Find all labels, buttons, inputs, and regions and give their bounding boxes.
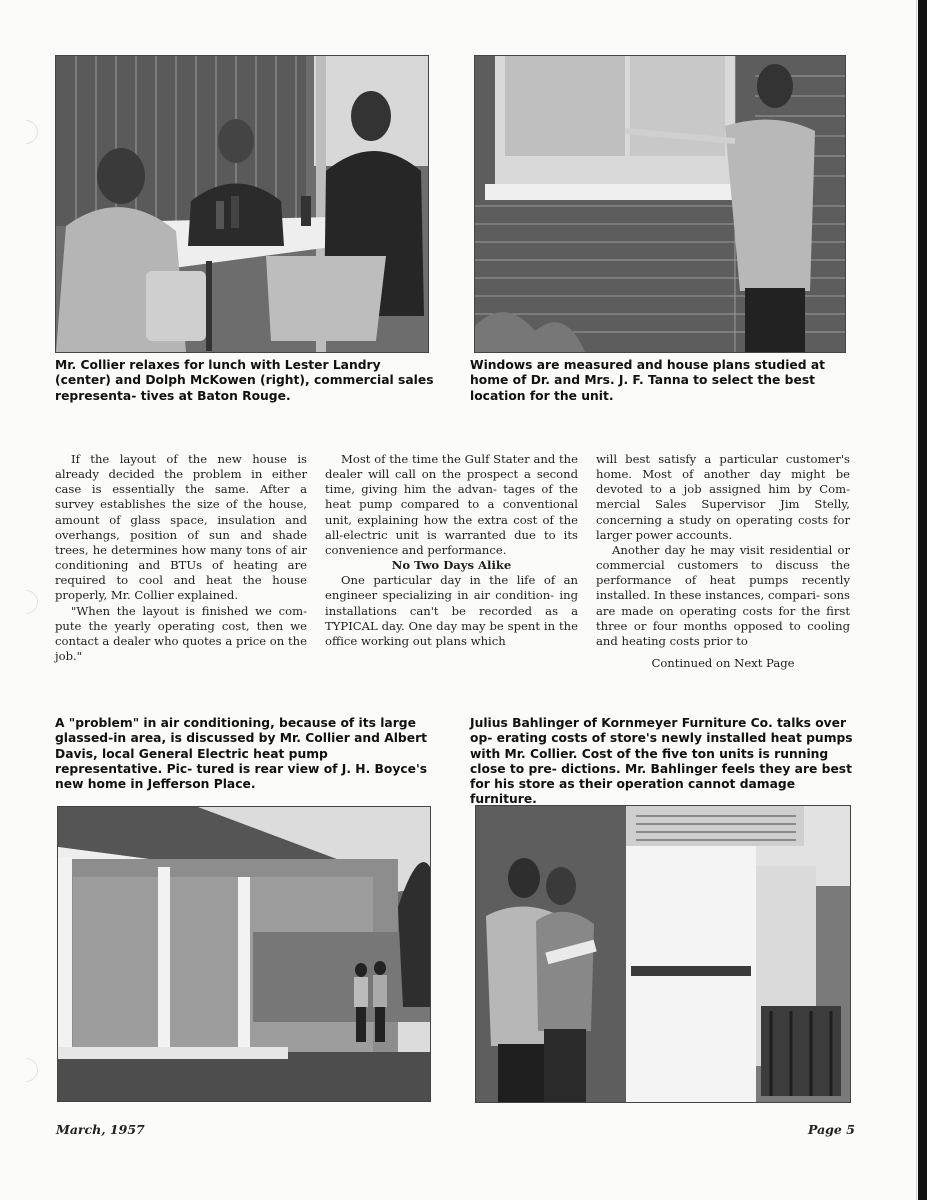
photo-lunch — [55, 55, 429, 353]
photo-store-heat-pump — [475, 805, 851, 1103]
article-column-3 — [596, 452, 850, 671]
article-column-2 — [325, 452, 578, 649]
article-paragraph: will best satisfy a particular customer's home. Most of another day might be devoted to a job assigned him by Com- mercial Sales Supervisor Jim Stelly, concerning a study on operating costs for larger power accounts. — [596, 452, 850, 542]
footer-date: March, 1957 — [56, 1122, 145, 1137]
glass-house-patio-photo-icon — [58, 807, 430, 1101]
article-paragraph: One particular day in the life of an engineer specializing in air condition- ing installations can't be recorded as a TYPICAL day. One day may be spent in the office working out plans which — [325, 573, 578, 648]
punch-hole-mark — [9, 115, 43, 149]
page-edge-line — [916, 0, 917, 1200]
article-paragraph: If the layout of the new house is already decided the problem in either case is essentially the same. After a survey establishes the size of the house, amount of glass space, insulation and overhangs, position of sun and shade trees, he determines how many tons of air conditioning and BTUs of heating are required to cool and heat the house properly, Mr. Collier explained. — [55, 452, 307, 603]
article-paragraph: Most of the time the Gulf Stater and the dealer will call on the prospect a second time, giving him the advan- tages of the heat pump compared to a conventional unit, explaining how the extra cost of the all-electric unit is warranted due to its convenience and performance. — [325, 452, 578, 557]
store-heat-pump-photo-icon — [476, 806, 850, 1102]
article-paragraph: Another day he may visit residential or commercial customers to discuss the performance of heat pumps recently installed. In these instances, compari- sons are made on operating costs for the first three or four months opposed to cooling and heating costs prior to — [596, 542, 850, 648]
article-column-1 — [55, 452, 307, 664]
article-subheading: No Two Days Alike — [391, 558, 512, 573]
punch-hole-mark — [9, 1053, 43, 1087]
photo-lunch-caption: Mr. Collier relaxes for lunch with Lester Landry (center) and Dolph McKowen (right), commercial sales representa- tives at Baton Rouge. — [55, 358, 434, 403]
restaurant-lunch-photo-icon — [56, 56, 428, 352]
photo-store-caption: Julius Bahlinger of Kornmeyer Furniture Co. talks over op- erating costs of store's newly installed heat pumps with Mr. Collier. Cost of the five ton units is running close to pre- dictions. Mr. Bahlinger feels they are best for his store as their operation cannot damage furniture. — [470, 716, 853, 807]
article-paragraph: "When the layout is finished we com- pute the yearly operating cost, then we contact a dealer who quotes a price on the job." — [55, 603, 307, 664]
brick-house-window-photo-icon — [475, 56, 845, 352]
punch-hole-mark — [9, 585, 43, 619]
continued-note: Continued on Next Page — [651, 656, 795, 671]
photo-house-caption: A "problem" in air conditioning, because of its large glassed-in area, is discussed by Mr. Collier and Albert Davis, local General Electric heat pump representative. Pic- tured is rear view of J. H. Boyce's new home in Jefferson Place. — [55, 716, 428, 792]
page-edge-bar — [918, 0, 927, 1200]
photo-window-caption: Windows are measured and house plans studied at home of Dr. and Mrs. J. F. Tanna to select the best location for the unit. — [470, 358, 826, 403]
footer-page-number: Page 5 — [808, 1122, 855, 1137]
photo-glass-house — [57, 806, 431, 1102]
photo-window-measure — [474, 55, 846, 353]
